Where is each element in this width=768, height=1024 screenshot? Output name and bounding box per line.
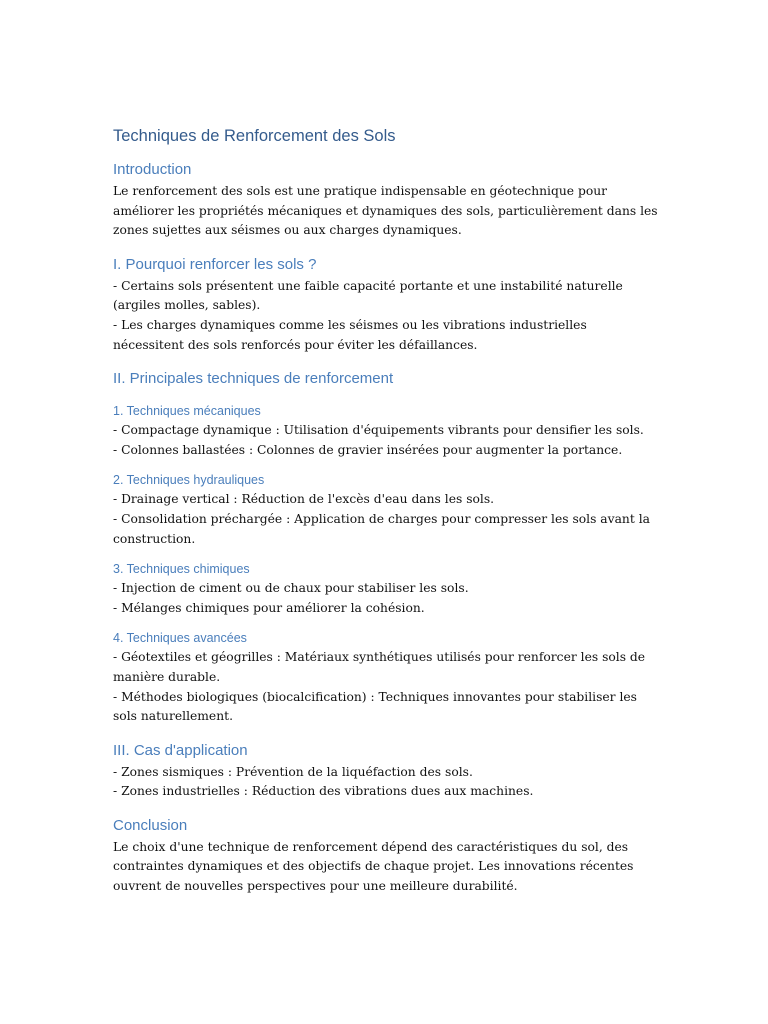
subsection-line: - Consolidation préchargée : Application de charges pour compresser les sols avant la construction. bbox=[113, 511, 650, 546]
subsection-line: - Méthodes biologiques (biocalcification) : Techniques innovantes pour stabiliser les sols naturellement. bbox=[113, 689, 637, 724]
section2-heading: II. Principales techniques de renforcement bbox=[113, 370, 394, 388]
section3-heading: III. Cas d'application bbox=[113, 741, 248, 759]
section1-line: - Certains sols présentent une faible capacité portante et une instabilité naturelle (argiles molles, sables). bbox=[113, 278, 623, 313]
subsection-line: - Colonnes ballastées : Colonnes de gravier insérées pour augmenter la portance. bbox=[113, 442, 623, 457]
subsection-heading: 3. Techniques chimiques bbox=[113, 562, 250, 577]
conclusion-paragraph: Le choix d'une technique de renforcement dépend des caractéristiques du sol, des contraintes dynamiques et des objectifs de chaque projet. Les innovations récentes ouvrent de nouvelles perspectives pour une meilleure durabilité. bbox=[113, 839, 634, 894]
subsection-line: - Mélanges chimiques pour améliorer la cohésion. bbox=[113, 600, 425, 615]
subsection-line: - Injection de ciment ou de chaux pour stabiliser les sols. bbox=[113, 581, 469, 596]
subsection-line: - Drainage vertical : Réduction de l'excès d'eau dans les sols. bbox=[113, 492, 495, 507]
subsection-heading: 1. Techniques mécaniques bbox=[113, 404, 261, 419]
section1-line: - Les charges dynamiques comme les séismes ou les vibrations industrielles nécessitent des sols renforcés pour éviter les défaillances. bbox=[113, 317, 587, 352]
document-title: Techniques de Renforcement des Sols bbox=[113, 127, 396, 145]
intro-heading: Introduction bbox=[113, 161, 192, 178]
subsection-heading: 2. Techniques hydrauliques bbox=[113, 473, 265, 488]
section3-line: - Zones industrielles : Réduction des vibrations dues aux machines. bbox=[113, 784, 534, 799]
subsection-heading: 4. Techniques avancées bbox=[113, 631, 247, 646]
intro-paragraph: Le renforcement des sols est une pratique indispensable en géotechnique pour améliorer les propriétés mécaniques et dynamiques des sols, particulièrement dans les zones sujettes aux séismes ou aux charges dynamiques. bbox=[113, 184, 658, 238]
section3-line: - Zones sismiques : Prévention de la liquéfaction des sols. bbox=[113, 764, 473, 779]
section1-heading: I. Pourquoi renforcer les sols ? bbox=[113, 255, 317, 273]
subsection-line: - Géotextiles et géogrilles : Matériaux synthétiques utilisés pour renforcer les sols de manière durable. bbox=[113, 650, 646, 684]
subsection-line: - Compactage dynamique : Utilisation d'équipements vibrants pour densifier les sols. bbox=[113, 423, 644, 438]
conclusion-heading: Conclusion bbox=[113, 816, 188, 834]
